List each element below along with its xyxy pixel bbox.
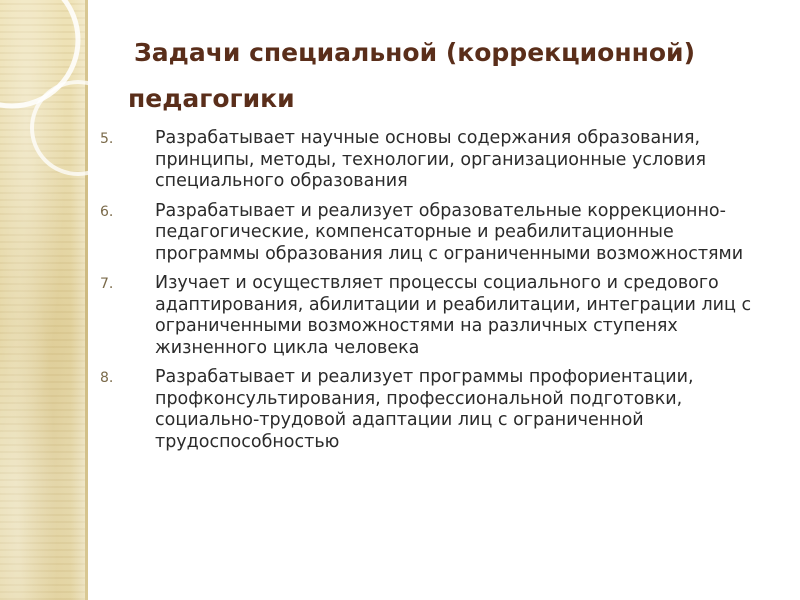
list-item-number: 5. [100, 131, 114, 147]
slide-title [128, 30, 768, 122]
list-item-text: Разрабатывает и реализует образовательные коррекционно-педагогические, компенсаторные и реабилитационные программы образования лиц с ограниченными возможностями [155, 200, 744, 264]
list-item [100, 128, 780, 193]
list-item [100, 201, 780, 266]
list-item-text: Изучает и осуществляет процессы социального и средового адаптирования, абилитации и реабилитации, интеграции лиц с ограниченными возможностями на различных ступенях жизненного цикла человека [155, 273, 752, 358]
list-item-number: 8. [100, 370, 114, 386]
task-list [100, 128, 780, 461]
list-item [100, 367, 780, 453]
slide-title-line-2: педагогики [128, 84, 295, 113]
list-item-number: 7. [100, 276, 114, 292]
slide-title-line-1: Задачи специальной (коррекционной) [134, 38, 695, 67]
list-item-text: Разрабатывает научные основы содержания образования, принципы, методы, технологии, организационные условия специального образования [155, 128, 707, 191]
list-item [100, 273, 780, 359]
decorative-circle-large [0, 0, 78, 106]
list-item-text: Разрабатывает и реализует программы профориентации, профконсультирования, профессиональной подготовки, социально-трудовой адаптации лиц с ограниченной трудоспособностью [155, 367, 694, 452]
list-item-number: 6. [100, 203, 114, 220]
